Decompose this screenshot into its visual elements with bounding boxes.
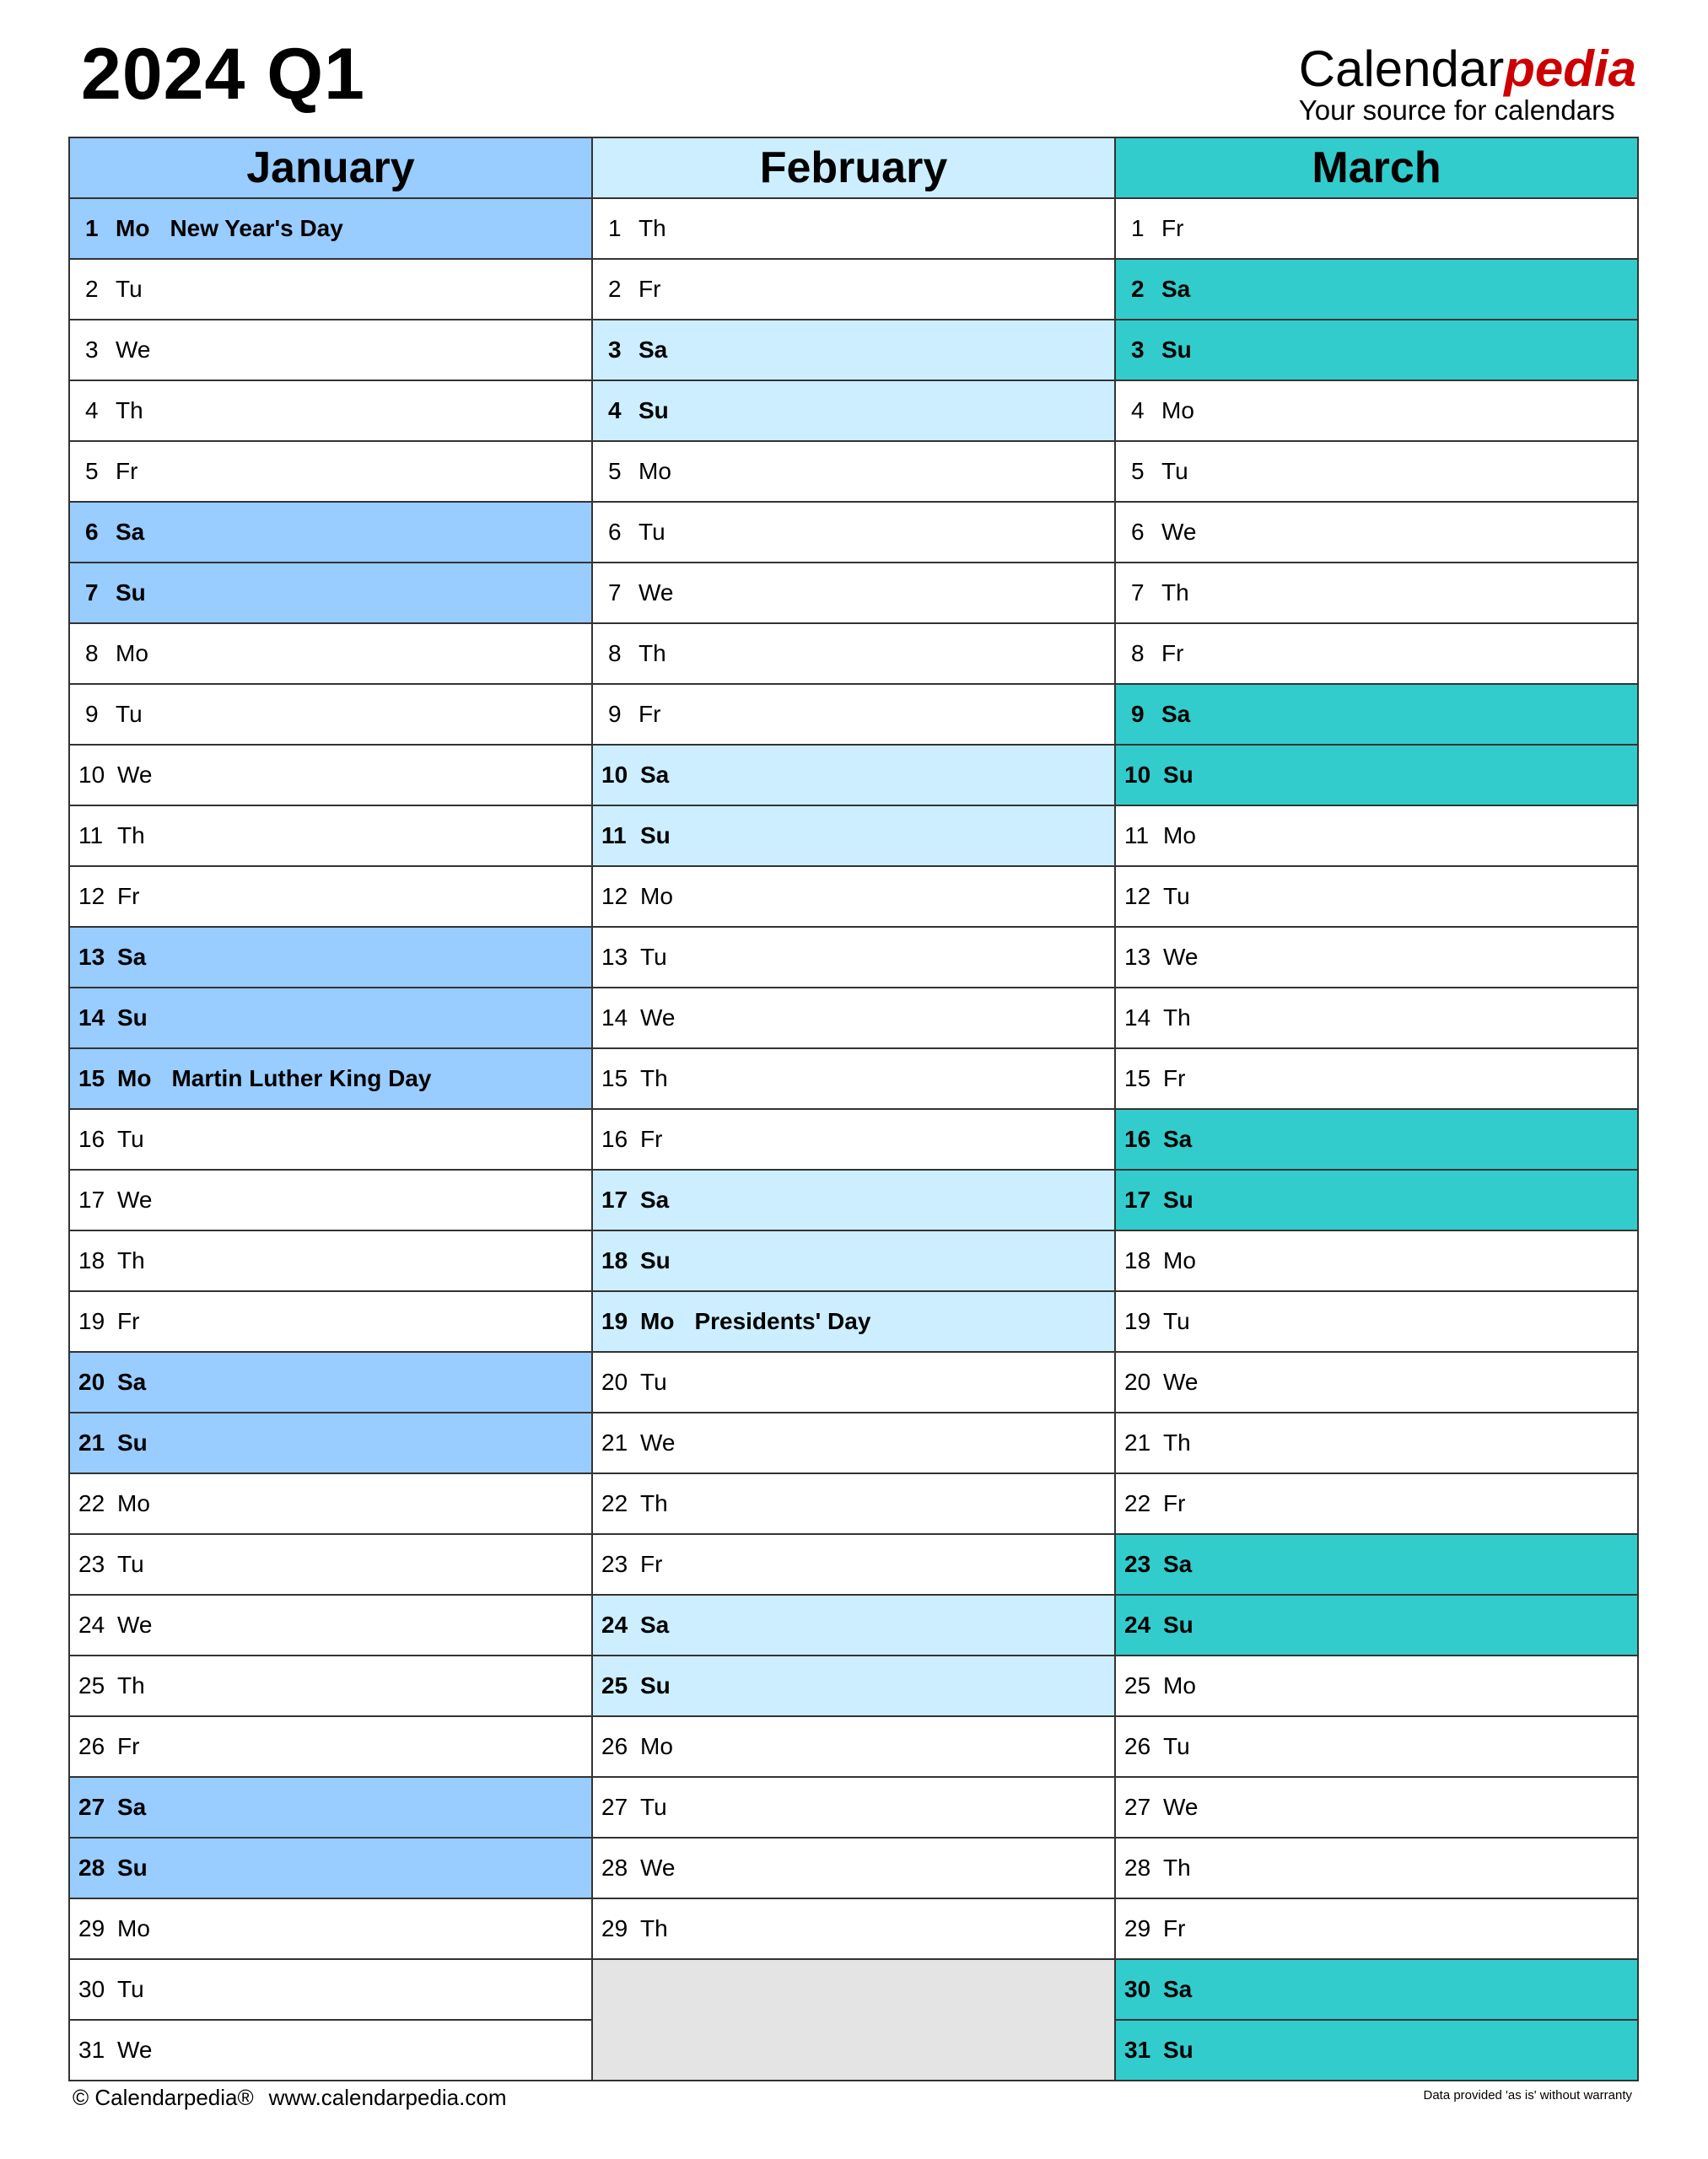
day-row[interactable] <box>1116 260 1637 320</box>
day-row[interactable] <box>1116 1110 1637 1171</box>
day-row[interactable] <box>1116 1596 1637 1656</box>
day-number: 4 <box>608 397 622 423</box>
day-row[interactable] <box>70 1171 591 1231</box>
weekday-label: Mo <box>638 458 671 484</box>
day-number: 24 <box>601 1612 628 1638</box>
day-number: 10 <box>78 762 105 788</box>
day-number: 9 <box>608 701 622 727</box>
day-row[interactable] <box>70 1049 591 1110</box>
weekday-label: Tu <box>1163 1733 1190 1759</box>
day-row[interactable] <box>593 1474 1114 1535</box>
day-row[interactable] <box>1116 199 1637 260</box>
day-row[interactable] <box>1116 2021 1637 2081</box>
day-number: 29 <box>1124 1915 1151 1941</box>
day-number: 11 <box>1124 822 1150 848</box>
day-number: 23 <box>601 1551 628 1577</box>
weekday-label: Th <box>116 397 143 423</box>
day-number: 15 <box>1124 1065 1151 1091</box>
day-row[interactable] <box>1116 1899 1637 1960</box>
day-row[interactable] <box>70 1353 591 1413</box>
day-number: 17 <box>1124 1187 1151 1213</box>
day-number: 23 <box>1124 1551 1151 1577</box>
weekday-label: Sa <box>638 337 668 363</box>
day-number: 31 <box>1124 2037 1151 2063</box>
weekday-label: Th <box>1163 1004 1191 1031</box>
day-number: 20 <box>78 1369 105 1395</box>
weekday-label: Su <box>1163 1612 1193 1638</box>
quarter-calendar-grid <box>68 137 1639 2081</box>
weekday-label: Mo <box>640 1308 675 1334</box>
day-row[interactable] <box>593 806 1114 867</box>
month-header-march: March <box>1116 137 1637 199</box>
weekday-label: Su <box>640 1672 671 1699</box>
day-number: 29 <box>78 1915 105 1941</box>
day-number: 25 <box>601 1672 628 1699</box>
day-row[interactable] <box>1116 988 1637 1049</box>
day-number: 13 <box>1124 944 1151 970</box>
day-number: 6 <box>608 519 622 545</box>
day-number: 4 <box>85 397 99 423</box>
weekday-label: Tu <box>1161 458 1188 484</box>
weekday-label: Mo <box>116 640 148 666</box>
weekday-label: We <box>117 2037 153 2063</box>
day-row[interactable] <box>1116 442 1637 503</box>
weekday-label: We <box>117 1612 153 1638</box>
day-number: 21 <box>1124 1429 1151 1456</box>
day-number: 10 <box>601 762 628 788</box>
weekday-label: Th <box>640 1915 668 1941</box>
day-number: 2 <box>608 276 622 302</box>
day-row[interactable] <box>1116 624 1637 685</box>
day-number: 29 <box>601 1915 628 1941</box>
weekday-label: Sa <box>117 1794 147 1820</box>
weekday-label: Fr <box>1163 1065 1186 1091</box>
footer-copyright: © Calendarpedia® <box>73 2085 254 2110</box>
day-number: 1 <box>1131 215 1145 241</box>
day-row[interactable] <box>593 1049 1114 1110</box>
weekday-label: Su <box>117 1855 148 1881</box>
weekday-label: Th <box>638 640 666 666</box>
weekday-label: Sa <box>1163 1551 1193 1577</box>
month-header-february: February <box>593 137 1114 199</box>
weekday-label: Tu <box>117 1551 144 1577</box>
day-row[interactable] <box>70 1110 591 1171</box>
day-number: 20 <box>601 1369 628 1395</box>
weekday-label: Th <box>117 1672 145 1699</box>
day-number: 31 <box>78 2037 105 2063</box>
day-number: 11 <box>78 822 104 848</box>
day-number: 30 <box>1124 1976 1151 2002</box>
weekday-label: Fr <box>117 883 140 909</box>
day-number: 17 <box>601 1187 628 1213</box>
weekday-label: Sa <box>116 519 145 545</box>
day-row[interactable] <box>70 1960 591 2021</box>
day-number: 4 <box>1131 397 1145 423</box>
day-number: 16 <box>1124 1126 1151 1152</box>
day-number: 7 <box>1131 579 1145 606</box>
day-row[interactable] <box>70 928 591 988</box>
empty-day-filler <box>593 1960 1114 2081</box>
day-number: 26 <box>601 1733 628 1759</box>
day-row[interactable] <box>1116 503 1637 563</box>
weekday-label: Fr <box>1163 1915 1186 1941</box>
weekday-label: Tu <box>117 1976 144 2002</box>
weekday-label: Sa <box>640 1612 670 1638</box>
day-number: 12 <box>601 883 628 909</box>
weekday-label: We <box>117 762 153 788</box>
day-number: 15 <box>78 1065 105 1091</box>
weekday-label: Sa <box>640 762 670 788</box>
day-number: 27 <box>601 1794 628 1820</box>
day-number: 21 <box>601 1429 628 1456</box>
day-row[interactable] <box>593 1353 1114 1413</box>
day-number: 5 <box>608 458 622 484</box>
day-number: 9 <box>85 701 99 727</box>
logo-wordmark <box>1298 40 1636 97</box>
weekday-label: Sa <box>1163 1976 1193 2002</box>
weekday-label: Th <box>117 822 145 848</box>
day-number: 19 <box>1124 1308 1151 1334</box>
day-number: 14 <box>601 1004 628 1031</box>
weekday-label: Tu <box>1163 1308 1190 1334</box>
day-row[interactable] <box>593 1717 1114 1778</box>
weekday-label: Mo <box>117 1490 150 1516</box>
day-number: 13 <box>601 944 628 970</box>
day-row[interactable] <box>70 442 591 503</box>
day-row[interactable] <box>593 1656 1114 1717</box>
day-number: 28 <box>601 1855 628 1881</box>
day-number: 27 <box>78 1794 105 1820</box>
weekday-label: Tu <box>116 701 143 727</box>
weekday-label: We <box>1163 1794 1199 1820</box>
day-row[interactable] <box>70 1717 591 1778</box>
weekday-label: We <box>640 1429 676 1456</box>
day-row[interactable] <box>70 988 591 1049</box>
day-row[interactable] <box>1116 1960 1637 2021</box>
day-row[interactable] <box>1116 806 1637 867</box>
day-row[interactable] <box>593 1535 1114 1596</box>
calendarpedia-logo[interactable] <box>1298 40 1636 126</box>
day-number: 13 <box>78 944 105 970</box>
weekday-label: Fr <box>1163 1490 1186 1516</box>
day-number: 8 <box>1131 640 1145 666</box>
weekday-label: Th <box>117 1247 145 1273</box>
day-number: 23 <box>78 1551 105 1577</box>
day-number: 2 <box>1131 276 1145 302</box>
weekday-label: Th <box>640 1490 668 1516</box>
day-row[interactable] <box>70 381 591 442</box>
day-row[interactable] <box>1116 1839 1637 1899</box>
day-row[interactable] <box>70 1292 591 1353</box>
weekday-label: We <box>638 579 674 606</box>
day-number: 26 <box>1124 1733 1151 1759</box>
weekday-label: Sa <box>640 1187 670 1213</box>
weekday-label: Mo <box>1163 822 1196 848</box>
day-row[interactable] <box>1116 1049 1637 1110</box>
weekday-label: Sa <box>117 1369 147 1395</box>
day-number: 3 <box>85 337 99 363</box>
weekday-label: Su <box>116 579 146 606</box>
weekday-label: Fr <box>117 1733 140 1759</box>
weekday-label: Th <box>1161 579 1189 606</box>
day-row[interactable] <box>70 260 591 320</box>
weekday-label: Su <box>638 397 669 423</box>
day-row[interactable] <box>593 1110 1114 1171</box>
day-row[interactable] <box>593 503 1114 563</box>
day-row[interactable] <box>70 685 591 746</box>
day-number: 8 <box>608 640 622 666</box>
weekday-label: Fr <box>1161 640 1184 666</box>
day-row[interactable] <box>1116 928 1637 988</box>
logo-text-calendar: Calendar <box>1298 40 1505 97</box>
day-row[interactable] <box>593 1778 1114 1839</box>
day-number: 22 <box>1124 1490 1151 1516</box>
day-row[interactable] <box>593 320 1114 381</box>
footer-disclaimer: Data provided 'as is' without warranty <box>1423 2088 1632 2102</box>
weekday-label: We <box>640 1855 676 1881</box>
day-number: 11 <box>601 822 627 848</box>
holiday-label: Martin Luther King Day <box>171 1065 432 1091</box>
weekday-label: We <box>1163 1369 1199 1395</box>
weekday-label: We <box>1163 944 1199 970</box>
day-row[interactable] <box>593 928 1114 988</box>
month-column-january <box>68 137 591 2081</box>
day-number: 7 <box>608 579 622 606</box>
weekday-label: Su <box>640 822 671 848</box>
day-row[interactable] <box>70 867 591 928</box>
day-row[interactable] <box>593 381 1114 442</box>
weekday-label: We <box>1161 519 1197 545</box>
weekday-label: Mo <box>640 883 673 909</box>
weekday-label: Sa <box>1161 276 1191 302</box>
day-row[interactable] <box>593 1292 1114 1353</box>
weekday-label: Mo <box>117 1915 150 1941</box>
weekday-label: Tu <box>117 1126 144 1152</box>
weekday-label: Tu <box>1163 883 1190 909</box>
day-number: 19 <box>78 1308 105 1334</box>
day-number: 25 <box>1124 1672 1151 1699</box>
weekday-label: Sa <box>117 944 147 970</box>
holiday-label: Presidents' Day <box>694 1308 871 1334</box>
month-column-march <box>1114 137 1637 2081</box>
day-number: 12 <box>1124 883 1151 909</box>
weekday-label: Fr <box>117 1308 140 1334</box>
day-row[interactable] <box>70 806 591 867</box>
day-row[interactable] <box>70 2021 591 2081</box>
month-column-february <box>591 137 1114 2081</box>
day-row[interactable] <box>593 1231 1114 1292</box>
day-row[interactable] <box>70 563 591 624</box>
day-row[interactable] <box>70 1596 591 1656</box>
day-row[interactable] <box>1116 1474 1637 1535</box>
day-number: 24 <box>78 1612 105 1638</box>
day-row[interactable] <box>70 1474 591 1535</box>
footer-left <box>73 2085 506 2111</box>
day-number: 5 <box>1131 458 1145 484</box>
day-row[interactable] <box>1116 320 1637 381</box>
day-row[interactable] <box>593 1413 1114 1474</box>
day-row[interactable] <box>1116 1171 1637 1231</box>
day-number: 25 <box>78 1672 105 1699</box>
day-row[interactable] <box>70 199 591 260</box>
weekday-label: Sa <box>1163 1126 1193 1152</box>
day-row[interactable] <box>1116 1656 1637 1717</box>
day-row[interactable] <box>70 624 591 685</box>
day-row[interactable] <box>70 320 591 381</box>
day-number: 2 <box>85 276 99 302</box>
weekday-label: We <box>116 337 151 363</box>
weekday-label: Fr <box>1161 215 1184 241</box>
day-number: 19 <box>601 1308 628 1334</box>
weekday-label: Tu <box>640 944 667 970</box>
day-number: 6 <box>85 519 99 545</box>
day-row[interactable] <box>1116 381 1637 442</box>
weekday-label: Su <box>1163 762 1193 788</box>
weekday-label: Fr <box>638 276 661 302</box>
footer-url-link[interactable]: www.calendarpedia.com <box>268 2085 507 2110</box>
day-number: 8 <box>85 640 99 666</box>
weekday-label: Su <box>117 1004 148 1031</box>
day-number: 18 <box>1124 1247 1151 1273</box>
day-row[interactable] <box>1116 1413 1637 1474</box>
weekday-label: Su <box>1163 1187 1193 1213</box>
day-row[interactable] <box>1116 867 1637 928</box>
weekday-label: Tu <box>116 276 143 302</box>
day-row[interactable] <box>1116 1353 1637 1413</box>
day-row[interactable] <box>593 1839 1114 1899</box>
day-number: 18 <box>601 1247 628 1273</box>
weekday-label: Fr <box>640 1551 663 1577</box>
day-number: 28 <box>1124 1855 1151 1881</box>
day-row[interactable] <box>593 1596 1114 1656</box>
weekday-label: Th <box>1163 1855 1191 1881</box>
day-row[interactable] <box>70 1656 591 1717</box>
day-number: 1 <box>608 215 622 241</box>
weekday-label: Tu <box>638 519 665 545</box>
weekday-label: Th <box>1163 1429 1191 1456</box>
weekday-label: Sa <box>1161 701 1191 727</box>
day-row[interactable] <box>70 1231 591 1292</box>
day-number: 17 <box>78 1187 105 1213</box>
day-row[interactable] <box>593 624 1114 685</box>
day-row[interactable] <box>70 1778 591 1839</box>
day-number: 14 <box>1124 1004 1151 1031</box>
day-row[interactable] <box>70 1839 591 1899</box>
day-number: 24 <box>1124 1612 1151 1638</box>
weekday-label: We <box>117 1187 153 1213</box>
day-row[interactable] <box>593 563 1114 624</box>
weekday-label: Mo <box>1163 1247 1196 1273</box>
day-number: 12 <box>78 883 105 909</box>
holiday-label: New Year's Day <box>170 215 343 241</box>
day-row[interactable] <box>593 988 1114 1049</box>
day-number: 22 <box>78 1490 105 1516</box>
day-number: 3 <box>608 337 622 363</box>
weekday-label: Su <box>117 1429 148 1456</box>
day-row[interactable] <box>593 867 1114 928</box>
day-row[interactable] <box>1116 563 1637 624</box>
weekday-label: Mo <box>640 1733 673 1759</box>
weekday-label: Mo <box>1161 397 1194 423</box>
weekday-label: Mo <box>117 1065 152 1091</box>
weekday-label: Fr <box>116 458 138 484</box>
day-row[interactable] <box>70 746 591 806</box>
weekday-label: Th <box>638 215 666 241</box>
day-number: 1 <box>85 215 99 241</box>
day-row[interactable] <box>1116 746 1637 806</box>
weekday-label: Su <box>1161 337 1192 363</box>
day-row[interactable] <box>70 1535 591 1596</box>
day-number: 27 <box>1124 1794 1151 1820</box>
day-number: 9 <box>1131 701 1145 727</box>
day-row[interactable] <box>1116 1535 1637 1596</box>
day-row[interactable] <box>593 260 1114 320</box>
day-row[interactable] <box>593 1171 1114 1231</box>
day-row[interactable] <box>593 1899 1114 1960</box>
day-number: 26 <box>78 1733 105 1759</box>
day-number: 3 <box>1131 337 1145 363</box>
day-number: 7 <box>85 579 99 606</box>
day-number: 14 <box>78 1004 105 1031</box>
day-number: 22 <box>601 1490 628 1516</box>
day-number: 10 <box>1124 762 1151 788</box>
day-row[interactable] <box>70 1413 591 1474</box>
month-header-january: January <box>70 137 591 199</box>
day-number: 30 <box>78 1976 105 2002</box>
weekday-label: Su <box>640 1247 671 1273</box>
weekday-label: Fr <box>638 701 661 727</box>
day-number: 6 <box>1131 519 1145 545</box>
day-number: 16 <box>78 1126 105 1152</box>
day-number: 16 <box>601 1126 628 1152</box>
day-row[interactable] <box>1116 1778 1637 1839</box>
day-number: 21 <box>78 1429 105 1456</box>
weekday-label: We <box>640 1004 676 1031</box>
weekday-label: Tu <box>640 1794 667 1820</box>
logo-text-pedia: pedia <box>1504 40 1636 97</box>
logo-tagline: Your source for calendars <box>1298 94 1615 126</box>
day-number: 20 <box>1124 1369 1151 1395</box>
day-row[interactable] <box>593 442 1114 503</box>
day-row[interactable] <box>1116 1717 1637 1778</box>
day-row[interactable] <box>70 1899 591 1960</box>
day-row[interactable] <box>593 685 1114 746</box>
day-number: 15 <box>601 1065 628 1091</box>
day-row[interactable] <box>1116 1292 1637 1353</box>
day-number: 5 <box>85 458 99 484</box>
day-row[interactable] <box>1116 685 1637 746</box>
weekday-label: Tu <box>640 1369 667 1395</box>
weekday-label: Fr <box>640 1126 663 1152</box>
weekday-label: Th <box>640 1065 668 1091</box>
weekday-label: Mo <box>116 215 150 241</box>
day-row[interactable] <box>593 199 1114 260</box>
day-row[interactable] <box>70 503 591 563</box>
day-number: 28 <box>78 1855 105 1881</box>
weekday-label: Su <box>1163 2037 1193 2063</box>
day-number: 18 <box>78 1247 105 1273</box>
weekday-label: Mo <box>1163 1672 1196 1699</box>
day-row[interactable] <box>593 746 1114 806</box>
page-title: 2024 Q1 <box>81 34 365 115</box>
day-row[interactable] <box>1116 1231 1637 1292</box>
